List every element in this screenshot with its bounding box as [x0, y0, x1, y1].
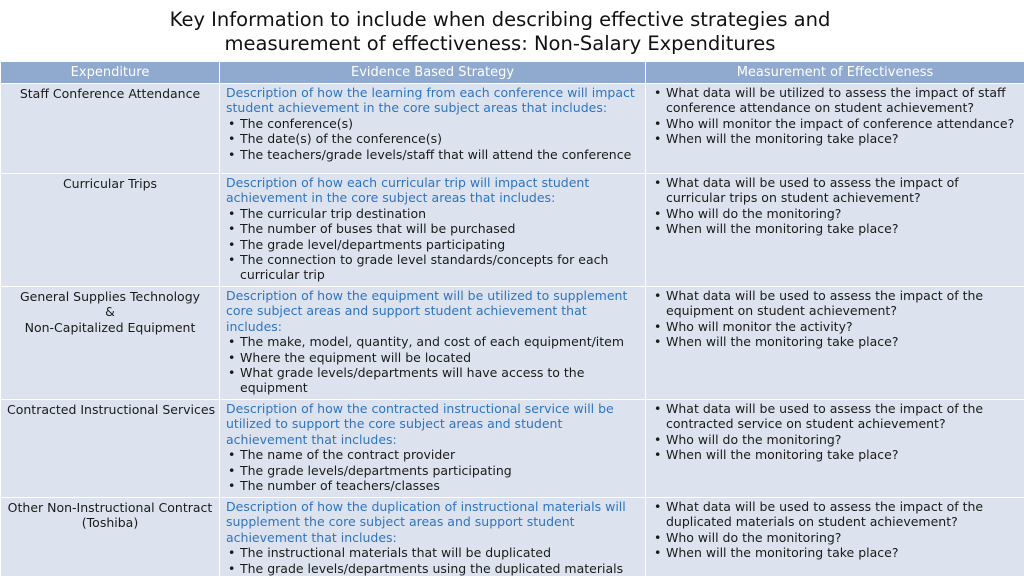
strategy-description: Description of how the contracted instructional service will be utilized to support the core subject areas and student achievement that includes:	[226, 401, 614, 447]
list-item: • The grade level/departments participating	[226, 237, 639, 252]
list-item: • When will the monitoring take place?	[652, 447, 1018, 462]
strategy-description: Description of how each curricular trip will impact student achievement in the core subject areas that includes:	[226, 175, 590, 206]
expenditure-label: Staff Conference Attendance	[19, 86, 201, 101]
expenditure-cell	[1, 400, 220, 498]
measurement-cell	[646, 498, 1024, 576]
measurement-bullet-list	[652, 175, 1018, 237]
list-item: • The connection to grade level standards/concepts for each curricular trip	[226, 252, 639, 283]
header-evidence-based-strategy: Evidence Based Strategy	[220, 62, 646, 84]
header-expenditure: Expenditure	[1, 62, 220, 84]
header-measurement-of-effectiveness: Measurement of Effectiveness	[646, 62, 1024, 84]
list-item: • When will the monitoring take place?	[652, 334, 1018, 349]
list-item: • What data will be used to assess the impact of the duplicated materials on student achievement?	[652, 499, 1018, 530]
list-item: • The instructional materials that will be duplicated	[226, 545, 639, 560]
expenditure-table	[0, 61, 1024, 576]
strategy-description: Description of how the learning from each conference will impact student achievement in the core subject areas that includes:	[226, 85, 635, 116]
table-row	[1, 498, 1024, 576]
list-item: • What data will be used to assess the impact of curricular trips on student achievement?	[652, 175, 1018, 206]
table-row	[1, 287, 1024, 400]
list-item: • The teachers/grade levels/staff that will attend the conference	[226, 147, 639, 162]
strategy-cell	[220, 498, 646, 576]
list-item: • Who will monitor the activity?	[652, 319, 1018, 334]
table-row	[1, 400, 1024, 498]
list-item: • When will the monitoring take place?	[652, 131, 1018, 146]
strategy-description: Description of how the equipment will be utilized to supplement core subject areas and support student achievement that includes:	[226, 288, 628, 334]
expenditure-label: Other Non-Instructional Contract	[7, 500, 213, 515]
strategy-bullet-list	[226, 334, 639, 396]
expenditure-cell	[1, 498, 220, 576]
list-item: • What grade levels/departments will have access to the equipment	[226, 365, 639, 396]
measurement-bullet-list	[652, 499, 1018, 561]
list-item: • Who will do the monitoring?	[652, 530, 1018, 545]
list-item: • The make, model, quantity, and cost of each equipment/item	[226, 334, 639, 349]
expenditure-cell	[1, 287, 220, 400]
table-header-row	[1, 62, 1024, 84]
list-item: • Who will monitor the impact of conference attendance?	[652, 116, 1018, 131]
strategy-cell	[220, 84, 646, 174]
table-row	[1, 174, 1024, 287]
expenditure-label: Curricular Trips	[62, 176, 158, 191]
list-item: • The date(s) of the conference(s)	[226, 131, 639, 146]
strategy-cell	[220, 174, 646, 287]
measurement-cell	[646, 174, 1024, 287]
page-title-line-1: Key Information to include when describing effective strategies and	[169, 8, 831, 31]
list-item: • What data will be utilized to assess the impact of staff conference attendance on student achievement?	[652, 85, 1018, 116]
strategy-bullet-list	[226, 116, 639, 162]
strategy-description: Description of how the duplication of instructional materials will supplement the core subject areas and support student achievement that includes:	[226, 499, 626, 545]
expenditure-label: General Supplies Technology	[19, 289, 201, 304]
list-item: • Who will do the monitoring?	[652, 432, 1018, 447]
expenditure-label: &	[105, 304, 115, 320]
expenditure-label: Non-Capitalized Equipment	[24, 319, 196, 335]
strategy-bullet-list	[226, 447, 639, 493]
list-item: • The number of teachers/classes	[226, 478, 639, 493]
page-title-line-2: measurement of effectiveness: Non-Salary Expenditures	[224, 32, 776, 55]
list-item: • The grade levels/departments using the duplicated materials	[226, 561, 639, 576]
expenditure-label: Contracted Instructional Services	[7, 402, 216, 417]
list-item: • What data will be used to assess the impact of the contracted service on student achievement?	[652, 401, 1018, 432]
list-item: • The number of buses that will be purchased	[226, 221, 639, 236]
list-item: • When will the monitoring take place?	[652, 221, 1018, 236]
expenditure-label: (Toshiba)	[81, 515, 139, 531]
measurement-bullet-list	[652, 288, 1018, 350]
list-item: • Where the equipment will be located	[226, 350, 639, 365]
expenditure-cell	[1, 84, 220, 174]
strategy-cell	[220, 400, 646, 498]
list-item: • When will the monitoring take place?	[652, 545, 1018, 560]
strategy-bullet-list	[226, 545, 639, 576]
measurement-cell	[646, 400, 1024, 498]
list-item: • What data will be used to assess the impact of the equipment on student achievement?	[652, 288, 1018, 319]
strategy-bullet-list	[226, 206, 639, 283]
expenditure-cell	[1, 174, 220, 287]
measurement-cell	[646, 287, 1024, 400]
strategy-cell	[220, 287, 646, 400]
measurement-bullet-list	[652, 85, 1018, 147]
measurement-cell	[646, 84, 1024, 174]
measurement-bullet-list	[652, 401, 1018, 463]
list-item: • The conference(s)	[226, 116, 639, 131]
page-title	[0, 8, 1000, 56]
table-row	[1, 84, 1024, 174]
list-item: • Who will do the monitoring?	[652, 206, 1018, 221]
list-item: • The name of the contract provider	[226, 447, 639, 462]
list-item: • The curricular trip destination	[226, 206, 639, 221]
list-item: • The grade levels/departments participating	[226, 463, 639, 478]
